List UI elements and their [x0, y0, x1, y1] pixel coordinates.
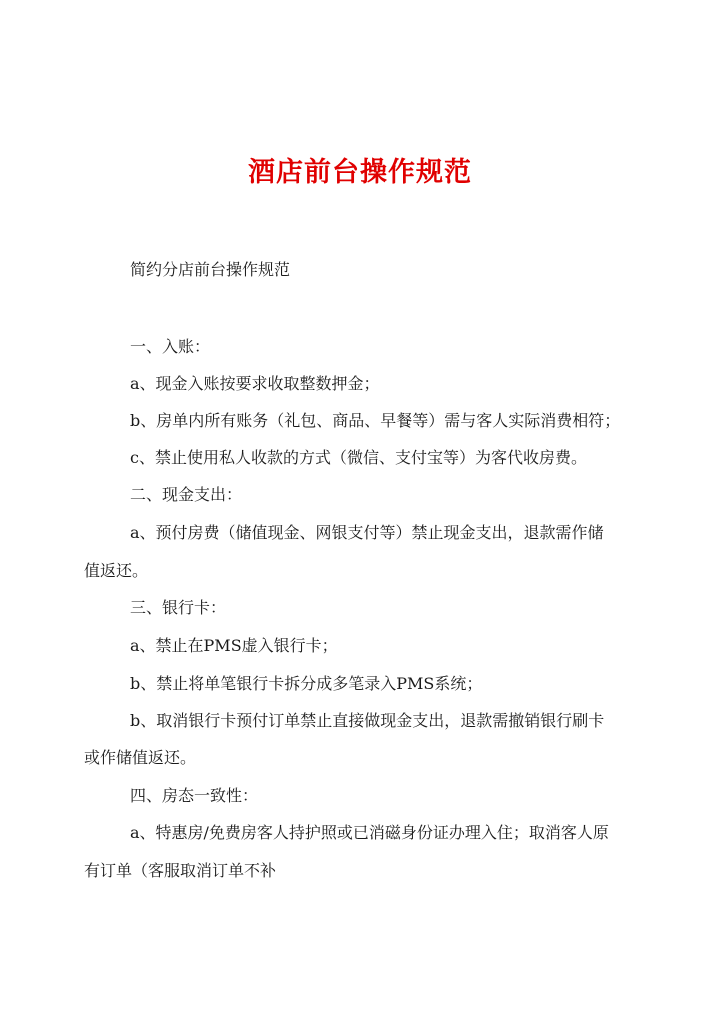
paragraph-line-continuation: 有订单（客服取消订单不补: [84, 861, 277, 880]
paragraph-line: b、禁止将单笔银行卡拆分成多笔录入PMS系统；: [130, 674, 483, 693]
document-subtitle: 简约分店前台操作规范: [130, 260, 291, 279]
paragraph-line: a、禁止在PMS虚入银行卡；: [130, 636, 338, 655]
paragraph-line-continuation: 或作储值返还。: [84, 748, 197, 767]
paragraph-line: a、特惠房/免费房客人持护照或已消磁身份证办理入住；取消客人原: [130, 823, 609, 842]
paragraph-line: a、现金入账按要求收取整数押金；: [130, 374, 380, 393]
section-heading-bank-card: 三、银行卡：: [130, 598, 227, 617]
paragraph-line: a、预付房费（储值现金、网银支付等）禁止现金支出，退款需作储: [130, 523, 604, 542]
paragraph-line: b、取消银行卡预付订单禁止直接做现金支出，退款需撤销银行刷卡: [130, 711, 605, 730]
paragraph-line: c、禁止使用私人收款的方式（微信、支付宝等）为客代收房费。: [130, 448, 587, 467]
paragraph-line: b、房单内所有账务（礼包、商品、早餐等）需与客人实际消费相符；: [130, 411, 621, 430]
section-heading-room-status: 四、房态一致性：: [130, 786, 259, 805]
paragraph-line-continuation: 值返还。: [84, 561, 149, 580]
section-heading-cash-expense: 二、现金支出：: [130, 485, 243, 504]
document-title: 酒店前台操作规范: [248, 157, 472, 188]
section-heading-accounting: 一、入账：: [130, 337, 211, 356]
